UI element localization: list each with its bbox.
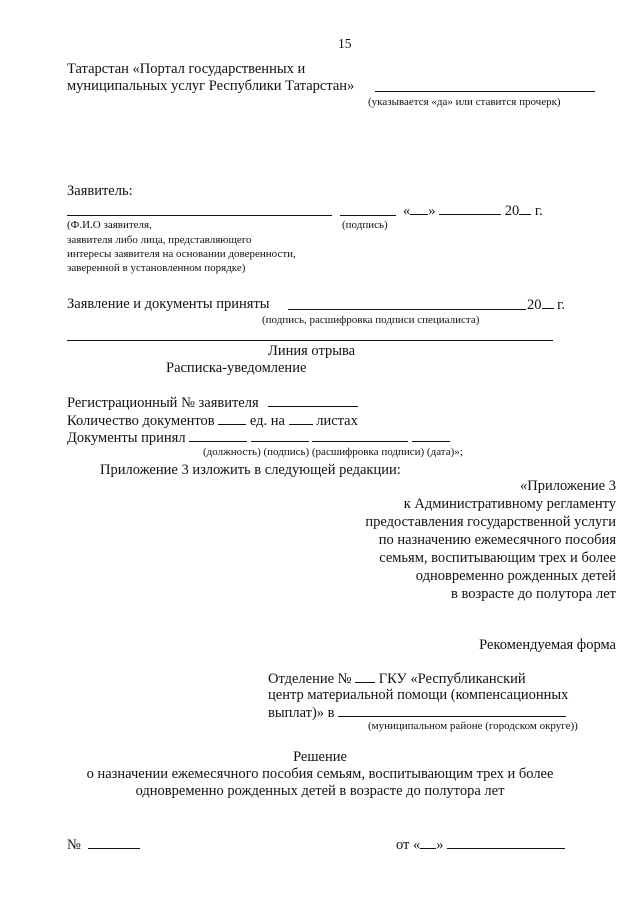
date-blank	[412, 429, 450, 442]
accepted-year-blank	[542, 296, 554, 309]
appendix-line-3: предоставления государственной услуги	[365, 514, 616, 530]
portal-answer-line	[375, 91, 595, 92]
year-suffix: г.	[534, 203, 543, 219]
sheets-blank	[289, 412, 313, 425]
date-close: »	[436, 837, 444, 853]
sign-blank	[251, 429, 309, 442]
municipality-blank	[338, 704, 566, 717]
registration-row	[67, 394, 358, 412]
date-day-blank	[420, 836, 436, 849]
number-blank	[88, 836, 140, 849]
page-number: 15	[338, 36, 352, 51]
count-row	[67, 412, 358, 430]
appendix-line-2: к Административному регламенту	[403, 496, 616, 512]
receipt-title: Расписка-уведомление	[166, 360, 307, 376]
accepted-label: Заявление и документы приняты	[67, 296, 270, 312]
date-month-blank	[447, 836, 565, 849]
department-line-2: центр материальной помощи (компенсационных	[268, 687, 569, 703]
year-prefix: 20	[504, 203, 520, 219]
quote-open: «	[403, 203, 411, 219]
count-label: Количество документов	[67, 413, 215, 429]
applicant-label: Заявитель:	[67, 183, 133, 199]
fio-note-4: заверенной в установленном порядке)	[67, 262, 246, 274]
accepted-year	[527, 296, 565, 314]
footer-number	[67, 836, 140, 854]
department-number-blank	[355, 670, 375, 683]
position-blank	[189, 429, 247, 442]
department-line-3: выплат)» в	[268, 705, 335, 721]
accepted-year-suffix: г.	[557, 297, 566, 313]
instruction-text: Приложение 3 изложить в следующей редакции:	[100, 462, 401, 478]
fio-note-1: (Ф.И.О заявителя,	[67, 219, 152, 231]
count-units: ед. на	[249, 413, 285, 429]
receipt-fields-note: (должность) (подпись) (расшифровка подписи) (дата)»;	[203, 446, 463, 458]
registration-blank	[268, 394, 358, 407]
appendix-line-1: «Приложение 3	[520, 478, 616, 494]
department-line-1	[268, 670, 526, 688]
portal-note: (указывается «да» или ставится прочерк)	[368, 96, 561, 108]
applicant-signature-line	[340, 215, 396, 216]
count-blank	[218, 412, 246, 425]
accepted-year-prefix: 20	[527, 297, 542, 313]
cut-line	[67, 340, 553, 341]
accepted-by-row	[67, 429, 450, 447]
registration-label: Регистрационный № заявителя	[67, 395, 259, 411]
decipher-blank	[312, 429, 408, 442]
month-blank	[439, 202, 501, 215]
department-prefix: Отделение №	[268, 671, 352, 687]
decision-line-1: о назначении ежемесячного пособия семьям, воспитывающим трех и более	[86, 766, 554, 782]
accepted-note: (подпись, расшифровка подписи специалиста)	[262, 314, 480, 326]
cut-line-label: Линия отрыва	[268, 343, 356, 359]
department-suffix: ГКУ «Республиканский	[378, 671, 526, 687]
count-sheets: листах	[316, 413, 358, 429]
date-label: от «	[396, 837, 421, 853]
accepted-by-label: Документы принял	[67, 430, 186, 446]
decision-line-2: одновременно рожденных детей в возрасте до полутора лет	[135, 783, 505, 799]
fio-note-3: интересы заявителя на основании доверенности,	[67, 248, 296, 260]
portal-line-2: муниципальных услуг Республики Татарстан»	[67, 78, 355, 94]
recommended-form: Рекомендуемая форма	[479, 637, 616, 653]
signature-note: (подпись)	[342, 219, 388, 231]
municipality-note: (муниципальном районе (городском округе))	[368, 720, 578, 732]
year-blank	[519, 202, 531, 215]
appendix-line-6: одновременно рожденных детей	[415, 568, 616, 584]
applicant-date	[403, 202, 543, 220]
accepted-signature-line	[288, 309, 526, 310]
portal-line-1: Татарстан «Портал государственных и	[67, 61, 306, 77]
appendix-line-5: семьям, воспитывающим трех и более	[379, 550, 616, 566]
fio-note-2: заявителя либо лица, представляющего	[67, 234, 252, 246]
day-blank	[410, 202, 428, 215]
number-label: №	[67, 837, 81, 853]
appendix-line-7: в возрасте до полутора лет	[451, 586, 616, 602]
footer-date	[396, 836, 565, 854]
quote-close: »	[428, 203, 436, 219]
applicant-fio-line	[67, 215, 332, 216]
decision-title: Решение	[293, 749, 347, 765]
appendix-line-4: по назначению ежемесячного пособия	[378, 532, 616, 548]
